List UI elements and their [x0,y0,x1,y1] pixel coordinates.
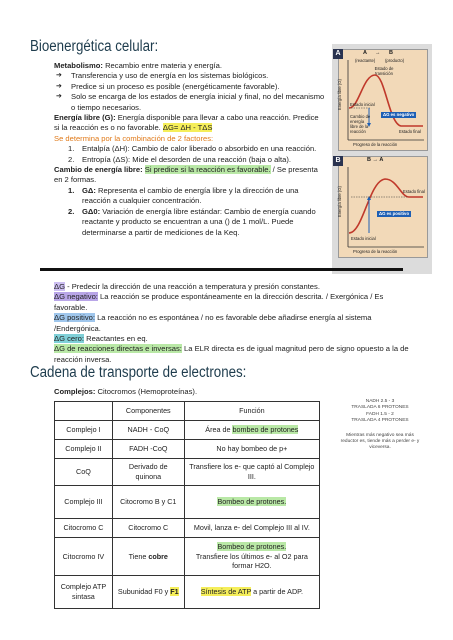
legend-symbol: ΔG [54,282,65,291]
legend-line [54,334,409,344]
factor-text: Entalpía (ΔH): Cambio de calor liberado o absorbido en una reacción. [82,144,317,154]
legend-text: La reacción no es espontánea / no es favorable debe añadirse energía al sistema /Endergónica. [54,313,372,333]
panel-a-product: B [389,50,393,56]
form-item [68,207,326,238]
panel-b-tag: B [333,156,343,166]
factor-number: 2. [68,154,75,164]
legend-positive-label: ΔG positivo: [54,313,95,323]
panel-a-final-state: Estado final [399,129,421,134]
legend-text: La ELR directa es de igual magnitud pero de signo opuesto a la de reacción inversa. [54,344,409,364]
section-title-cadena-transporte: Cadena de transporte de electrones: [30,364,247,381]
electron-transport-table [54,401,320,609]
panel-b-dg-positive: ΔG es positivo [379,211,410,216]
cell-text: a partir de ADP. [251,587,303,597]
section-title-bioenergetica: Bioenergética celular: [30,38,159,55]
table-cell [112,538,184,576]
bullet-item: ➔ Predice si un proceso es posible (energéticamente favorable). [54,82,326,92]
section-divider [40,268,403,271]
form-text: Representa el cambio de energía libre y la dirección de una reacción a cualquier concentración. [82,185,299,206]
form-label: GΔ: [82,185,96,195]
energia-libre-label: Energía libre (G): [54,113,116,123]
legend-line [54,344,409,365]
cell-highlight: bombeo de protones [232,425,299,435]
complejos-line [54,387,197,397]
bullet-item: ➔ Transferencia y uso de energía en los sistemas biológicos. [54,71,326,81]
form-number: 2. [68,206,75,216]
diagram-panel-a [335,49,428,151]
panel-a-y-axis: Energía libre (G) [337,79,342,110]
panel-a-arrow: → [375,50,381,56]
table-row [55,459,320,486]
metabolismo-label: Metabolismo: [54,61,103,70]
free-energy-diagram [332,44,432,274]
table-cell: No hay bombeo de p+ [184,440,319,459]
panel-a-product-label: (producto) [385,58,405,63]
table-cell: NADH - CoQ [112,421,184,440]
form-label: GΔ0: [82,206,101,216]
panel-b-x-axis: Progreso de la reacción [353,249,398,254]
cambio-energia-paragraph [54,165,326,186]
table-header-cell: Función [184,402,319,421]
side-note: Mientras más negativo sea más reductor es, tiende más a perder e- y viceversa. [340,432,420,451]
table-header-cell [55,402,113,421]
metabolismo-line [54,61,326,71]
table-cell [112,576,184,609]
table-cell: Citocromo B y C1 [112,486,184,519]
legend-text: - Predecir la dirección de una reacción a temperatura y presión constantes. [64,282,320,291]
table-cell: Derivado de quinona [112,459,184,486]
forms-list [54,186,326,238]
legend-negative-label: ΔG negativo: [54,292,98,302]
panel-a-curve [339,50,427,150]
table-cell: Transfiere los e- que captó al Complejo III. [184,459,319,486]
table-row [55,486,320,519]
panel-a-dg-negative: ΔG es negativo [383,112,415,117]
legend-line [54,282,409,292]
table-cell [184,486,319,519]
table-cell: CoQ [55,459,113,486]
cell-bold: cobre [148,551,168,561]
energia-libre-paragraph [54,113,326,134]
table-cell: Citocromo C [112,519,184,538]
panel-a-reactant: A [363,50,367,56]
panel-a-free-energy-change: Cambio de energía libre de la reacción [350,114,371,134]
cell-text: Transfiere los últimos e- al O2 para formar H2O. [195,551,308,571]
table-cell [184,576,319,609]
factors-list [54,144,326,165]
panel-b-initial-state: Estado inicial [351,236,376,241]
cell-text: Tiene [128,551,149,561]
table-row [55,576,320,609]
table-cell: Movil, lanza e- del Complejo III al IV. [184,519,319,538]
table-header-cell: Componentes [112,402,184,421]
cell-text: Área de [205,425,233,435]
energia-libre-text: Energía disponible para llevar a cabo una reacción. Predice si la reacción es o no favorable. [54,113,319,133]
form-number: 1. [68,185,75,195]
bioenergetics-content [54,61,326,238]
table-cell: Citocromo IV [55,538,113,576]
cell-highlight: Bombeo de protones. [217,542,287,552]
gibbs-formula: ΔG= ΔH - TΔS [162,123,213,133]
cell-text: Subunidad F0 y [117,587,171,597]
factors-heading: Se determina por la combinación de 2 factores: [54,133,214,143]
factor-item [68,144,326,154]
panel-a-tag: A [333,49,343,59]
panel-a-transition-state: Estado de transición [374,66,394,76]
table-cell: Citocromo C [55,519,113,538]
delta-g-legend [54,282,409,365]
factor-text: Entropía (ΔS): Mide el desorden de una reacción (baja o alta). [82,154,291,164]
table-cell: Complejo III [55,486,113,519]
panel-b-equation: B → A [367,157,384,163]
panel-a-reactant-label: (reactante) [355,58,376,63]
table-cell [184,421,319,440]
cambio-highlight: Si predice si la reacción es favorable. [144,165,271,175]
table-header-row [55,402,320,421]
cell-highlight: Síntesis de ATP [200,587,252,597]
legend-text: La reacción se produce espontáneamente en la dirección descrita. / Exergónica / Es favorable. [54,292,384,312]
side-note: TRASLADA 6 PROTONES [351,405,409,411]
legend-line [54,292,409,313]
table-row [55,538,320,576]
panel-b-y-axis: Energía libre (G) [337,186,342,217]
legend-text: Reactantes en eq. [83,334,148,344]
metabolismo-text: Recambio entre materia y energía. [102,61,222,70]
table-cell: Complejo ATP sintasa [55,576,113,609]
legend-zero-label: ΔG cero: [54,334,84,344]
cell-highlight: Bombeo de protones. [217,497,287,507]
table-row [55,519,320,538]
side-notes [340,399,420,452]
diagram-panel-b [335,156,428,258]
side-note: NADH 2.5 - 3 [365,399,395,404]
metabolismo-bullets [54,71,326,113]
panel-a-x-axis: Progreso de la reacción [353,142,398,147]
table-row [55,421,320,440]
complejos-label: Complejos: [54,387,96,396]
side-note: FADH 1.5 - 2 [366,411,394,417]
table-cell [184,538,319,576]
side-note-spacer [340,425,420,433]
panel-b-final-state: Estado final [403,189,425,194]
cambio-rest: / Se presenta en 2 formas. [54,165,318,185]
form-item [68,186,326,207]
cambio-label: Cambio de energía libre: [54,165,143,175]
cell-bold: F1 [170,587,179,597]
table-cell: Complejo I [55,421,113,440]
side-note: TRASLADA 4 PROTONES [351,418,409,424]
factor-number: 1. [68,144,75,154]
table-cell: Complejo II [55,440,113,459]
form-text: Variación de energía libre estándar: Cambio de energía cuando reactante y producto se encuentran a una () de 1 mol/L. Puede determinarse a partir de mediciones de la Keq. [82,206,316,237]
legend-direct-inverse-label: ΔG de reacciones directas e inversas: [54,344,182,354]
panel-b-curve [339,157,427,257]
bullet-item: ➔ Solo se encarga de los estados de energía inicial y final, no del mecanismo o tiempo necesarios. [54,92,326,113]
legend-line [54,313,409,334]
complejos-text: Citocromos (Hemoproteínas). [95,387,198,396]
panel-a-initial-state: Estado inicial [350,102,375,107]
table-row [55,440,320,459]
factor-item [68,155,326,165]
table-cell: FADH -CoQ [112,440,184,459]
